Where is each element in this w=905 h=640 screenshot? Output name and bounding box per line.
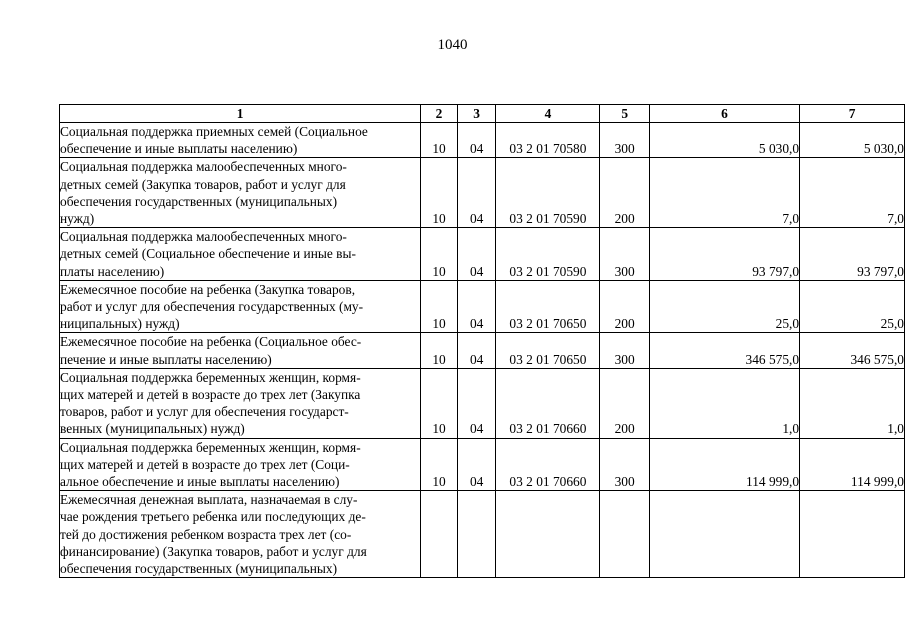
description-line: чае рождения третьего ребенка или последующих де- <box>60 509 366 525</box>
cell-amount-6: 93 797,0 <box>649 228 799 281</box>
page-number: 1040 <box>437 37 468 53</box>
table-row <box>60 333 905 368</box>
cell-amount-7: 114 999,0 <box>800 438 905 491</box>
description-line: Социальная поддержка малообеспеченных много- <box>60 159 347 175</box>
cell-amount-7: 25,0 <box>800 280 905 333</box>
row-description <box>60 228 421 281</box>
cell-target-code <box>496 491 600 578</box>
row-description <box>60 333 421 368</box>
table-row <box>60 491 905 578</box>
row-description <box>60 368 421 438</box>
cell-section: 10 <box>421 158 458 228</box>
table-row <box>60 228 905 281</box>
description-line: Ежемесячное пособие на ребенка (Социальное обес- <box>60 334 362 350</box>
cell-expense-type: 300 <box>600 438 650 491</box>
cell-subsection: 04 <box>457 123 496 158</box>
cell-section: 10 <box>421 280 458 333</box>
cell-target-code: 03 2 01 70650 <box>496 280 600 333</box>
description-line: работ и услуг для обеспечения государственных (му- <box>60 299 364 315</box>
header-col-4: 4 <box>496 105 600 123</box>
cell-amount-7: 93 797,0 <box>800 228 905 281</box>
description-line: венных (муниципальных) нужд) <box>60 421 245 437</box>
cell-amount-7: 346 575,0 <box>800 333 905 368</box>
description-line: Социальная поддержка беременных женщин, кормя- <box>60 369 361 385</box>
description-line: Ежемесячное пособие на ребенка (Закупка товаров, <box>60 281 356 297</box>
cell-amount-6: 5 030,0 <box>649 123 799 158</box>
description-line: альное обеспечение и иные выплаты населению) <box>60 474 340 490</box>
header-col-5: 5 <box>600 105 650 123</box>
cell-amount-6: 7,0 <box>649 158 799 228</box>
cell-amount-6: 1,0 <box>649 368 799 438</box>
header-col-7: 7 <box>800 105 905 123</box>
description-line: Социальная поддержка малообеспеченных много- <box>60 229 347 245</box>
table-row <box>60 438 905 491</box>
description-line: Ежемесячная денежная выплата, назначаемая в слу- <box>60 492 358 508</box>
cell-expense-type: 200 <box>600 158 650 228</box>
cell-subsection: 04 <box>457 368 496 438</box>
description-line: финансирование) (Закупка товаров, работ и услуг для <box>60 543 367 559</box>
cell-section: 10 <box>421 438 458 491</box>
cell-target-code: 03 2 01 70660 <box>496 368 600 438</box>
cell-section: 10 <box>421 333 458 368</box>
cell-subsection: 04 <box>457 280 496 333</box>
cell-target-code: 03 2 01 70660 <box>496 438 600 491</box>
description-line: тей до достижения ребенком возраста трех лет (со- <box>60 526 352 542</box>
cell-amount-7: 7,0 <box>800 158 905 228</box>
row-description <box>60 280 421 333</box>
row-description <box>60 158 421 228</box>
cell-amount-7 <box>800 491 905 578</box>
header-col-1: 1 <box>60 105 421 123</box>
cell-target-code: 03 2 01 70650 <box>496 333 600 368</box>
description-line: щих матерей и детей в возрасте до трех лет (Соци- <box>60 456 350 472</box>
cell-expense-type: 300 <box>600 123 650 158</box>
cell-expense-type: 200 <box>600 368 650 438</box>
cell-section <box>421 491 458 578</box>
header-col-3: 3 <box>457 105 496 123</box>
cell-subsection: 04 <box>457 438 496 491</box>
row-description <box>60 123 421 158</box>
cell-expense-type: 200 <box>600 280 650 333</box>
table-row <box>60 368 905 438</box>
description-line: обеспечения государственных (муниципальных) <box>60 193 338 209</box>
cell-amount-6: 114 999,0 <box>649 438 799 491</box>
description-line: ниципальных) нужд) <box>60 316 180 332</box>
cell-expense-type: 300 <box>600 333 650 368</box>
description-line: детных семей (Социальное обеспечение и иные вы- <box>60 246 356 262</box>
cell-expense-type <box>600 491 650 578</box>
header-col-6: 6 <box>649 105 799 123</box>
cell-amount-6: 346 575,0 <box>649 333 799 368</box>
description-line: товаров, работ и услуг для обеспечения государст- <box>60 404 349 420</box>
header-row <box>60 105 905 123</box>
description-line: Социальная поддержка приемных семей (Социальное <box>60 124 368 139</box>
description-line: платы населению) <box>60 263 165 279</box>
description-line: обеспечения государственных (муниципальных) <box>60 561 338 577</box>
table-row <box>60 123 905 158</box>
cell-subsection: 04 <box>457 158 496 228</box>
cell-section: 10 <box>421 123 458 158</box>
cell-target-code: 03 2 01 70590 <box>496 228 600 281</box>
table-row <box>60 158 905 228</box>
description-line: нужд) <box>60 211 95 227</box>
description-line: Социальная поддержка беременных женщин, кормя- <box>60 439 361 455</box>
budget-table <box>59 104 905 578</box>
cell-section: 10 <box>421 228 458 281</box>
description-line: детных семей (Закупка товаров, работ и услуг для <box>60 176 346 192</box>
cell-amount-6: 25,0 <box>649 280 799 333</box>
cell-target-code: 03 2 01 70580 <box>496 123 600 158</box>
cell-expense-type: 300 <box>600 228 650 281</box>
row-description <box>60 438 421 491</box>
cell-subsection: 04 <box>457 228 496 281</box>
description-line: щих матерей и детей в возрасте до трех лет (Закупка <box>60 387 361 403</box>
header-col-2: 2 <box>421 105 458 123</box>
cell-section: 10 <box>421 368 458 438</box>
cell-amount-6 <box>649 491 799 578</box>
cell-target-code: 03 2 01 70590 <box>496 158 600 228</box>
row-description <box>60 491 421 578</box>
cell-amount-7: 5 030,0 <box>800 123 905 158</box>
cell-amount-7: 1,0 <box>800 368 905 438</box>
cell-subsection <box>457 491 496 578</box>
description-line: печение и иные выплаты населению) <box>60 351 272 367</box>
description-line: обеспечение и иные выплаты населению) <box>60 141 298 157</box>
cell-subsection: 04 <box>457 333 496 368</box>
table-row <box>60 280 905 333</box>
